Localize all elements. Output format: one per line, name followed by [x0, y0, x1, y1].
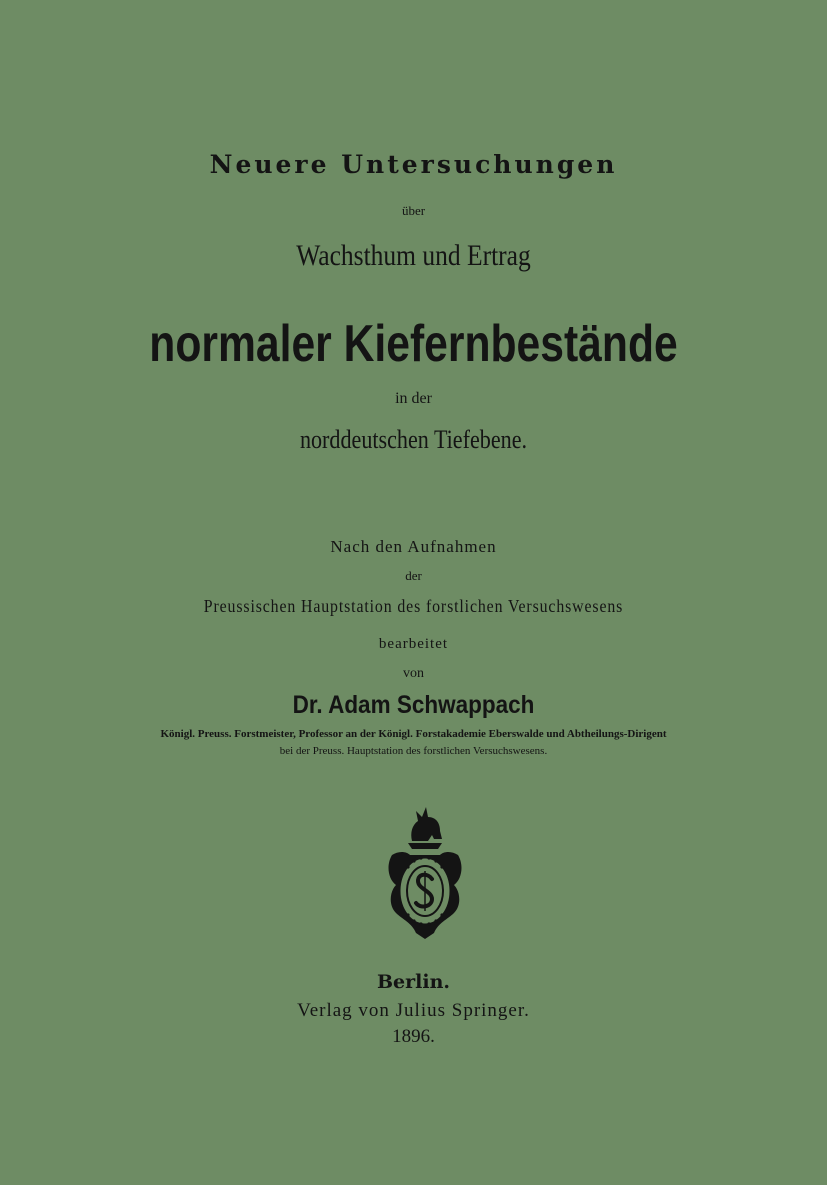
main-title: normaler Kiefernbestände — [149, 315, 678, 373]
title-line-2: Wachsthum und Ertrag — [296, 239, 531, 272]
imprint-publisher: Verlag von Julius Springer. — [297, 1000, 530, 1021]
author-title-line-1: Königl. Preuss. Forstmeister, Professor an der Königl. Forstakademie Eberswalde und Abtheilungs-Dirigent — [160, 728, 667, 740]
title-ueber: über — [401, 203, 426, 218]
imprint-city: Berlin. — [376, 971, 451, 993]
title-in-der: in der — [395, 390, 432, 407]
source-bearbeitet: bearbeitet — [378, 636, 449, 652]
source-institution: Preussischen Hauptstation des forstlichen Versuchswesens — [203, 596, 624, 616]
source-der: der — [405, 568, 422, 583]
source-von: von — [403, 666, 424, 681]
author-name: Dr. Adam Schwappach — [292, 691, 535, 719]
author-title-line-2: bei der Preuss. Hauptstation des forstlichen Versuchswesens. — [279, 745, 548, 757]
title-region: norddeutschen Tiefebene. — [299, 425, 528, 454]
source-aufnahmen: Nach den Aufnahmen — [330, 537, 497, 556]
title-line-1: Neuere Untersuchungen — [209, 150, 618, 179]
springer-knight-emblem-icon — [382, 795, 468, 943]
imprint-year: 1896. — [392, 1026, 435, 1047]
